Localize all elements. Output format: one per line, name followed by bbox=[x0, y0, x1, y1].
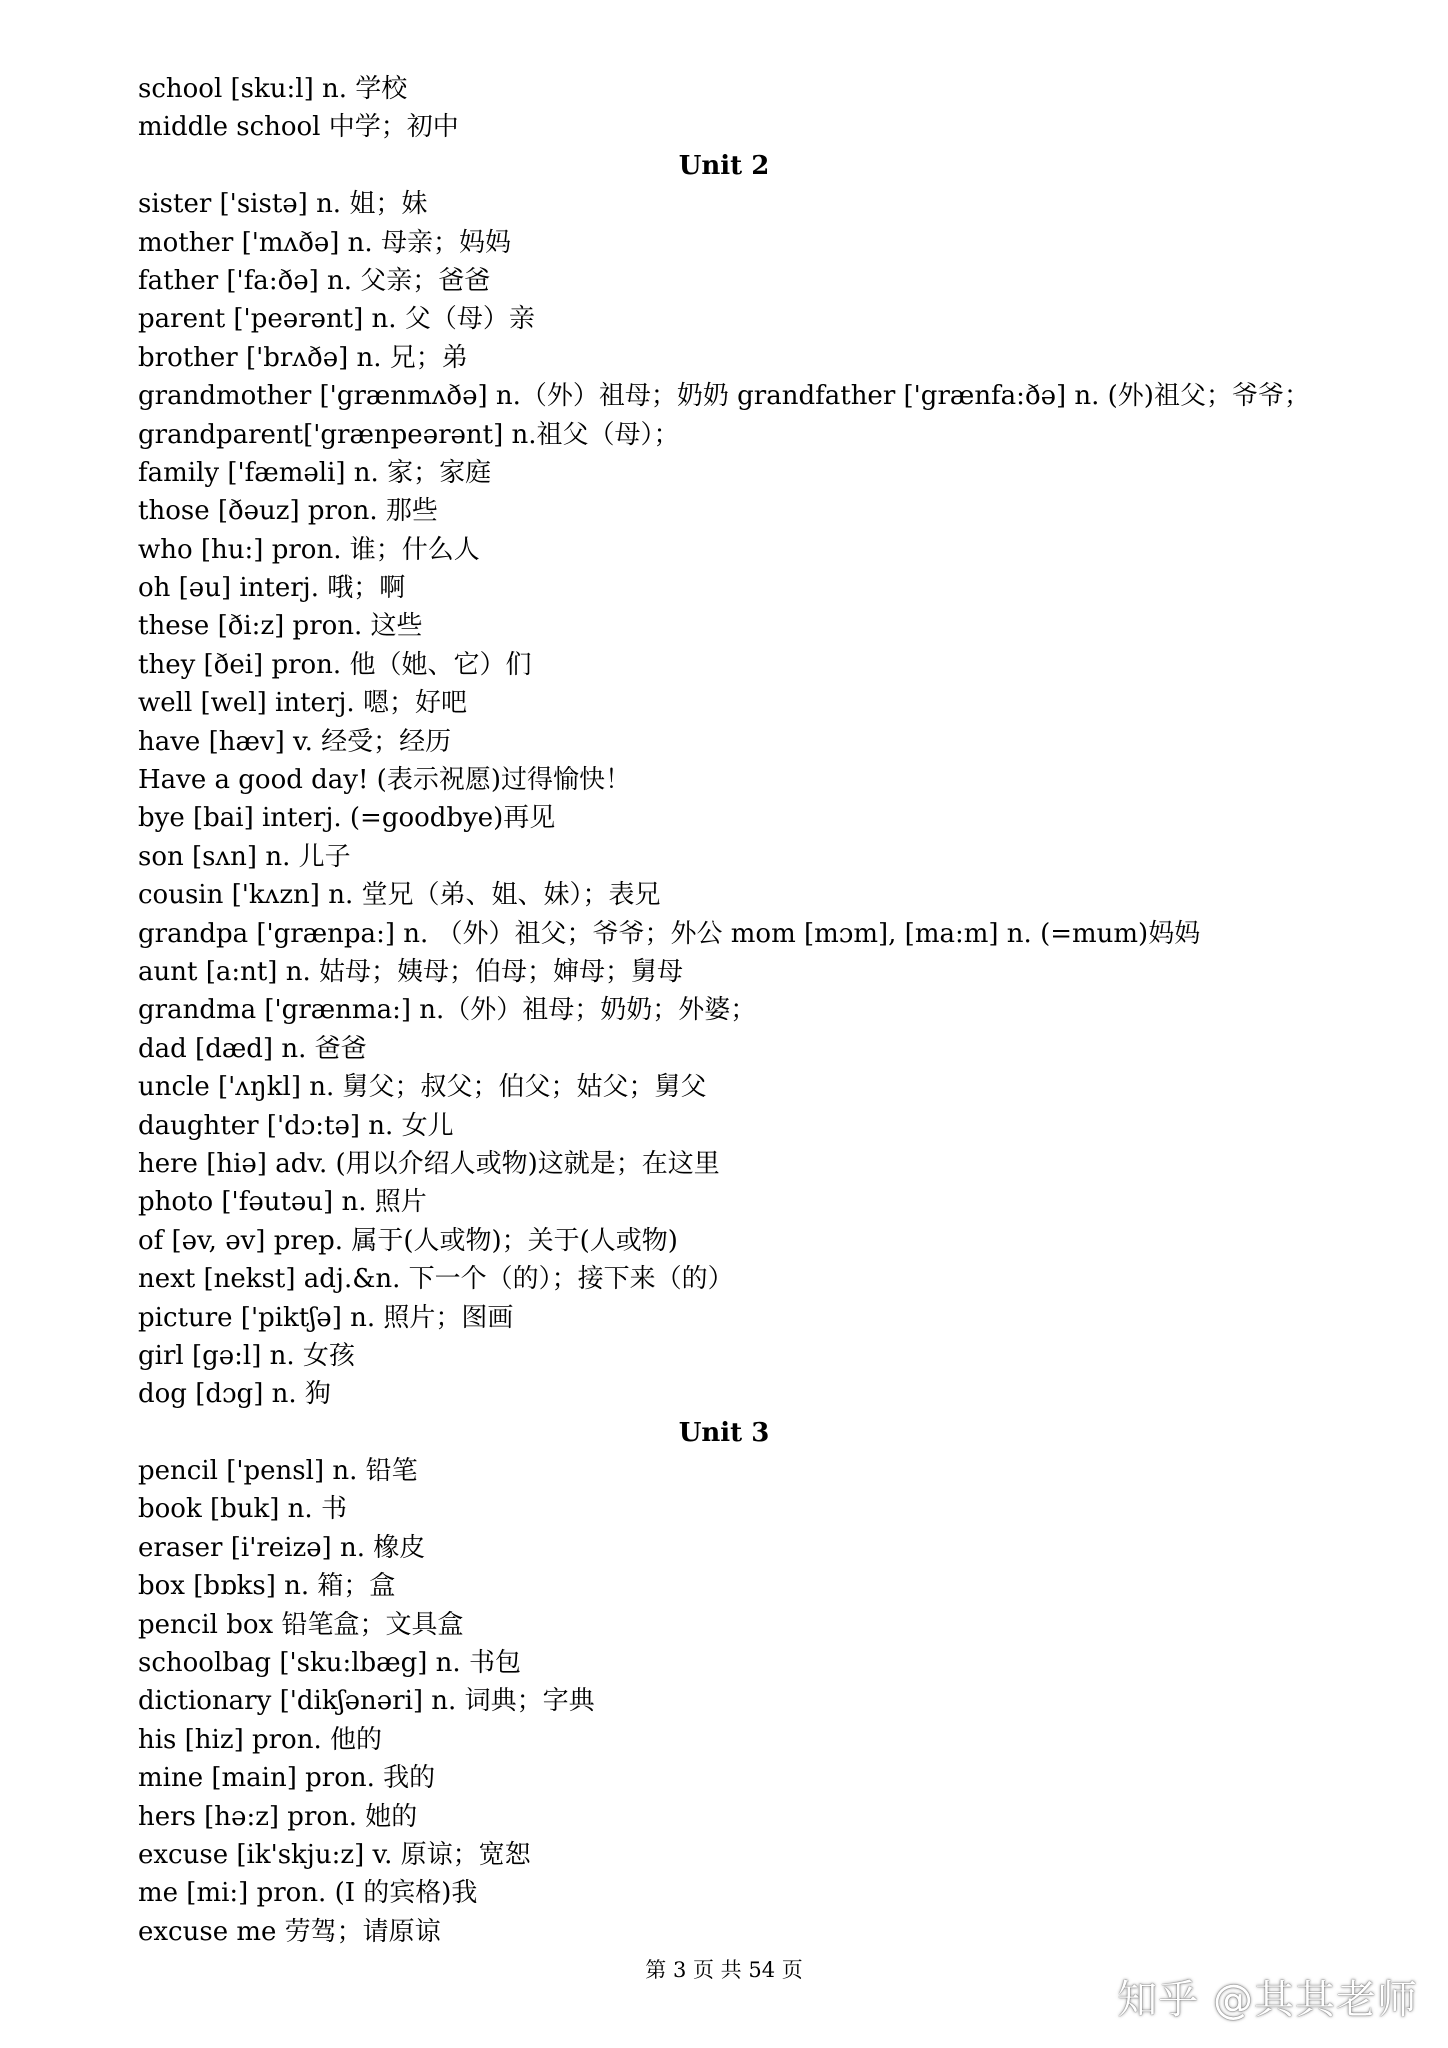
vocab-entry: oh [əu] interj. 哦；啊 bbox=[138, 573, 406, 604]
vocab-entry: dad [dæd] n. 爸爸 bbox=[138, 1033, 367, 1064]
vocab-entry: mother ['mʌðə] n. 母亲；妈妈 bbox=[138, 227, 511, 258]
vocab-entry: son [sʌn] n. 儿子 bbox=[138, 841, 351, 872]
vocab-entry: me [mi:] pron. (I 的宾格)我 bbox=[138, 1878, 478, 1909]
watermark: 知乎 @其其老师 bbox=[1117, 1977, 1418, 2023]
vocab-entry: parent ['peərənt] n. 父（母）亲 bbox=[138, 304, 535, 335]
vocab-entry: his [hiz] pron. 他的 bbox=[138, 1724, 382, 1755]
vocab-entry: well [wel] interj. 嗯；好吧 bbox=[138, 688, 467, 719]
vocab-entry: of [əv, əv] prep. 属于(人或物)；关于(人或物) bbox=[138, 1225, 678, 1256]
vocab-entry: they [ðei] pron. 他（她、它）们 bbox=[138, 649, 532, 680]
vocab-entry: those [ðəuz] pron. 那些 bbox=[138, 496, 438, 527]
vocab-entry: photo ['fəutəu] n. 照片 bbox=[138, 1187, 427, 1218]
vocab-entry: middle school 中学；初中 bbox=[138, 112, 459, 143]
vocab-entry: girl [gə:l] n. 女孩 bbox=[138, 1340, 355, 1371]
vocab-entry: uncle ['ʌŋkl] n. 舅父；叔父；伯父；姑父；舅父 bbox=[138, 1072, 707, 1103]
vocab-entry: next [nekst] adj.&n. 下一个（的）；接下来（的） bbox=[138, 1264, 734, 1295]
vocab-entry: pencil ['pensl] n. 铅笔 bbox=[138, 1456, 418, 1487]
vocab-entry: sister ['sistə] n. 姐；妹 bbox=[138, 189, 428, 220]
page-number: 第 3 页 共 54 页 bbox=[645, 1958, 803, 1982]
vocab-entry: dictionary ['dikʃənəri] n. 词典；字典 bbox=[138, 1686, 595, 1717]
unit-heading: Unit 3 bbox=[678, 1417, 770, 1448]
vocab-entry: school [sku:l] n. 学校 bbox=[138, 74, 408, 104]
vocab-entry: father ['fa:ðə] n. 父亲；爸爸 bbox=[138, 265, 491, 296]
vocab-entry: Have a good day! (表示祝愿)过得愉快！ bbox=[138, 765, 631, 796]
unit-heading: Unit 2 bbox=[678, 150, 770, 181]
vocab-entry: mine [main] pron. 我的 bbox=[138, 1763, 436, 1794]
vocab-entry: picture ['piktʃə] n. 照片；图画 bbox=[138, 1302, 514, 1333]
vocab-entry: who [hu:] pron. 谁；什么人 bbox=[138, 534, 480, 565]
vocab-entry: excuse me 劳驾；请原谅 bbox=[138, 1916, 441, 1947]
vocab-entry: hers [hə:z] pron. 她的 bbox=[138, 1801, 418, 1832]
vocab-entry: dog [dɔg] n. 狗 bbox=[138, 1379, 331, 1410]
vocab-entry: schoolbag ['sku:lbæg] n. 书包 bbox=[138, 1648, 521, 1679]
vocab-entry: grandpa ['grænpa:] n. （外）祖父；爷爷；外公 mom [mɔm], [ma:m] n. (=mum)妈妈 bbox=[138, 918, 1201, 949]
vocab-entry: family ['fæməli] n. 家；家庭 bbox=[138, 457, 492, 488]
vocab-entry: brother ['brʌðə] n. 兄；弟 bbox=[138, 342, 468, 373]
vocab-entry: have [hæv] v. 经受；经历 bbox=[138, 726, 452, 757]
vocab-entry: cousin ['kʌzn] n. 堂兄（弟、姐、妹）；表兄 bbox=[138, 880, 661, 911]
vocab-entry: grandparent['grænpeərənt] n.祖父（母）； bbox=[138, 419, 680, 450]
vocab-entry: grandmother ['grænmʌðə] n.（外）祖母；奶奶 grandfather ['grænfa:ðə] n. (外)祖父；爷爷； bbox=[138, 381, 1310, 412]
vocab-entry: these [ði:z] pron. 这些 bbox=[138, 611, 423, 642]
vocab-entry: grandma ['grænma:] n.（外）祖母；奶奶；外婆； bbox=[138, 995, 757, 1026]
vocab-entry: pencil box 铅笔盒；文具盒 bbox=[138, 1609, 464, 1640]
vocab-entry: box [bɒks] n. 箱；盒 bbox=[138, 1571, 396, 1602]
vocab-entry: book [buk] n. 书 bbox=[138, 1494, 347, 1525]
vocab-entry: excuse [ik'skju:z] v. 原谅；宽恕 bbox=[138, 1839, 531, 1870]
vocabulary-list bbox=[138, 70, 1338, 1951]
vocab-entry: bye [bai] interj. (=goodbye)再见 bbox=[138, 803, 556, 834]
vocab-entry: aunt [a:nt] n. 姑母；姨母；伯母；婶母；舅母 bbox=[138, 956, 683, 987]
vocab-entry: here [hiə] adv. (用以介绍人或物)这就是；在这里 bbox=[138, 1148, 720, 1179]
vocab-entry: eraser [i'reizə] n. 橡皮 bbox=[138, 1532, 426, 1563]
vocab-entry: daughter ['dɔ:tə] n. 女儿 bbox=[138, 1110, 454, 1141]
